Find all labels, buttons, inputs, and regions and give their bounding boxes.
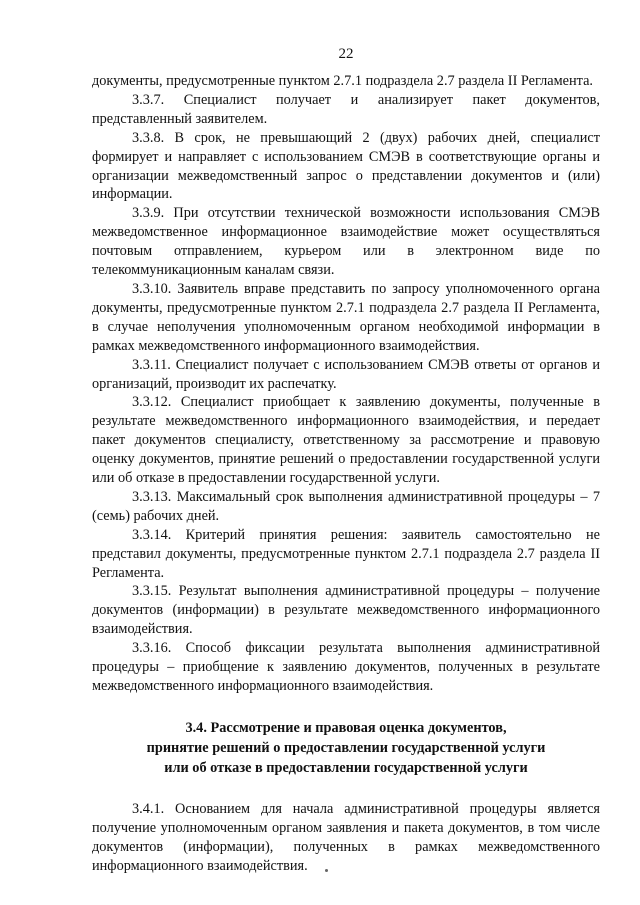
section-heading-line: принятие решений о предоставлении государственной услуги: [146, 739, 546, 756]
paragraph-3-3-7: 3.3.7. Специалист получает и анализирует пакет документов, представленный заявителем.: [92, 91, 600, 127]
paragraph-3-3-13: 3.3.13. Максимальный срок выполнения административной процедуры – 7 (семь) рабочих дней.: [92, 488, 600, 524]
paragraph-continuation: документы, предусмотренные пунктом 2.7.1 подраздела 2.7 раздела II Регламента.: [92, 73, 594, 89]
paragraph-3-3-11: 3.3.11. Специалист получает с использованием СМЭВ ответы от органов и организаций, производит их распечатку.: [92, 356, 600, 392]
page-number: 22: [338, 46, 354, 62]
scan-speck: [325, 869, 328, 872]
paragraph-3-3-14: 3.3.14. Критерий принятия решения: заявитель самостоятельно не представил документы, предусмотренные пунктом 2.7.1 подраздела 2.7 раздела II Регламента.: [92, 526, 600, 581]
paragraph-3-3-16: 3.3.16. Способ фиксации результата выполнения административной процедуры – приобщение к заявлению документов, полученных в результате межведомственного информационного взаимодействия.: [92, 640, 600, 694]
paragraph-3-4-1: 3.4.1. Основанием для начала административной процедуры является получение уполномоченным органом заявления и пакета документов, в том числе документов (информации), полученных в рамках межведомственного информационного взаимодействия.: [92, 800, 600, 874]
paragraph-3-3-9: 3.3.9. При отсутствии технической возможности использования СМЭВ межведомственное информационное взаимодействие может осуществляться почтовым отправлением, курьером или в электронном виде по телекоммуникационным каналам связи.: [92, 205, 600, 279]
paragraph-3-3-12: 3.3.12. Специалист приобщает к заявлению документы, полученные в результате межведомственного информационного взаимодействия, и передает пакет документов специалисту, ответственному за рассмотрение и правовую оценку документов, принятие решений о предоставлении государственной услуги или об отказе в предоставлении государственной услуги.: [92, 394, 600, 487]
paragraph-3-3-15: 3.3.15. Результат выполнения административной процедуры – получение документов (информации) в результате межведомственного информационного взаимодействия.: [92, 583, 600, 638]
section-heading-line: или об отказе в предоставлении государственной услуги: [164, 759, 528, 776]
section-heading-line: 3.4. Рассмотрение и правовая оценка документов,: [185, 719, 507, 736]
paragraph-3-3-10: 3.3.10. Заявитель вправе представить по запросу уполномоченного органа документы, предусмотренные пунктом 2.7.1 подраздела 2.7 раздела II Регламента, в случае неполучения уполномоченным органом необходимой информации в рамках межведомственного информационного взаимодействия.: [92, 280, 600, 354]
section-heading-3-4: [92, 718, 600, 778]
paragraph-3-3-8: 3.3.8. В срок, не превышающий 2 (двух) рабочих дней, специалист формирует и направляет с использованием СМЭВ в соответствующие органы и организации межведомственный запрос о представлении документов и (или) информации.: [92, 129, 600, 203]
